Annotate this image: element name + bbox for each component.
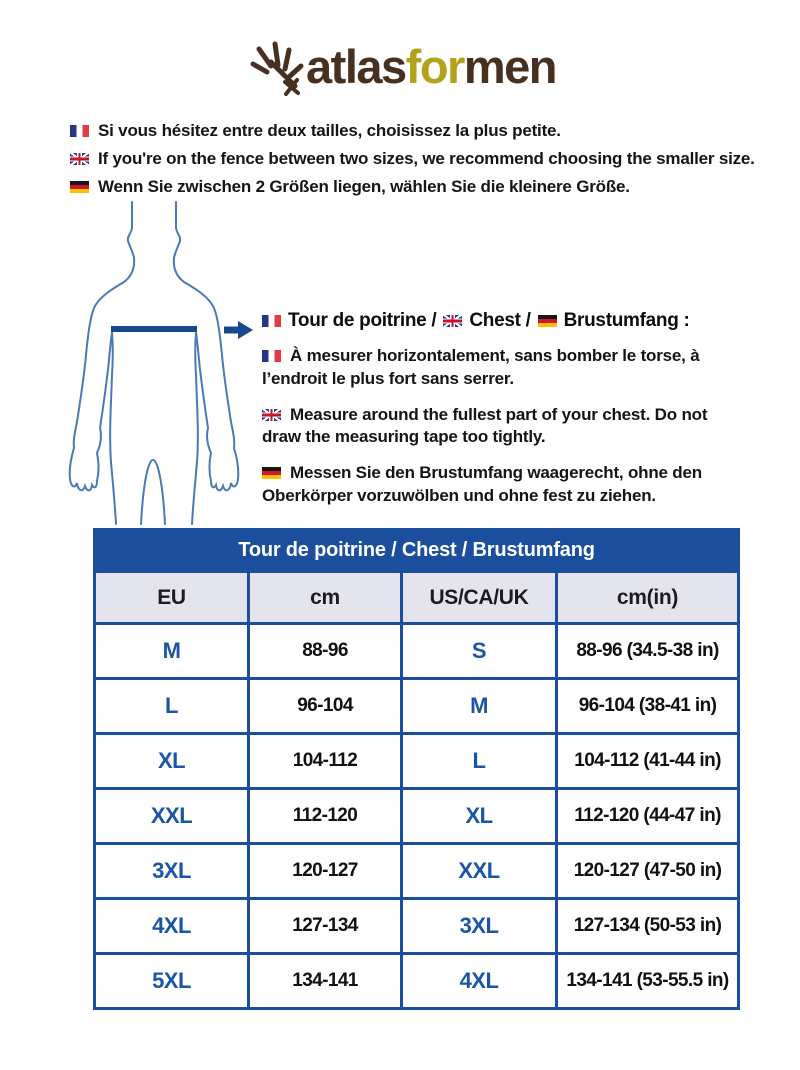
table-row — [95, 789, 739, 844]
advice-text-de: Wenn Sie zwischen 2 Größen liegen, wählen Sie die kleinere Größe. — [98, 177, 630, 196]
table-row — [95, 844, 739, 899]
table-row — [95, 679, 739, 734]
heading-en: Chest / — [469, 310, 531, 331]
cm-cell: 120-127 — [249, 844, 402, 899]
germany-flag-icon — [262, 467, 281, 479]
eu-size-cell: 4XL — [95, 899, 249, 954]
size-advice-block — [70, 121, 760, 205]
brand-logo — [0, 36, 800, 96]
eu-size-cell: XXL — [95, 789, 249, 844]
measure-paragraph-en — [262, 404, 742, 450]
eu-size-cell: M — [95, 624, 249, 679]
measure-paragraph-fr — [262, 345, 742, 391]
cm-cell: 134-141 — [249, 954, 402, 1009]
measure-text-en: Measure around the fullest part of your chest. Do not draw the measuring tape too tightly. — [262, 404, 708, 447]
eu-size-cell: 5XL — [95, 954, 249, 1009]
arrow-right-icon — [224, 321, 253, 339]
cm-cell: 96-104 — [249, 679, 402, 734]
eu-size-cell: XL — [95, 734, 249, 789]
advice-text-fr: Si vous hésitez entre deux tailles, choisissez la plus petite. — [98, 121, 561, 140]
logo-atlas: atlas — [306, 39, 406, 93]
col-header-cmin: cm(in) — [557, 572, 739, 624]
us-size-cell: XL — [402, 789, 557, 844]
col-header-cm: cm — [249, 572, 402, 624]
table-row — [95, 734, 739, 789]
cmin-cell: 96-104 (38-41 in) — [557, 679, 739, 734]
advice-line-en — [70, 149, 760, 169]
table-title: Tour de poitrine / Chest / Brustumfang — [95, 530, 739, 572]
torso-outline — [70, 202, 239, 524]
size-chart-table — [93, 528, 740, 1010]
advice-line-fr — [70, 121, 760, 141]
uk-flag-icon — [443, 315, 462, 327]
table-row — [95, 954, 739, 1009]
heading-fr: Tour de poitrine / — [288, 310, 437, 331]
cm-cell: 112-120 — [249, 789, 402, 844]
eu-size-cell: L — [95, 679, 249, 734]
uk-flag-icon — [262, 409, 281, 421]
germany-flag-icon — [70, 181, 89, 193]
body-outline-figure — [52, 200, 276, 530]
col-header-us: US/CA/UK — [402, 572, 557, 624]
cm-cell: 127-134 — [249, 899, 402, 954]
us-size-cell: M — [402, 679, 557, 734]
measure-text-de: Messen Sie den Brustumfang waagerecht, ohne den Oberkörper vorzuwölben und ohne fest zu ziehen. — [262, 463, 702, 505]
col-header-eu: EU — [95, 572, 249, 624]
cmin-cell: 112-120 (44-47 in) — [557, 789, 739, 844]
us-size-cell: L — [402, 734, 557, 789]
eu-size-cell: 3XL — [95, 844, 249, 899]
cmin-cell: 120-127 (47-50 in) — [557, 844, 739, 899]
france-flag-icon — [262, 315, 281, 327]
us-size-cell: 4XL — [402, 954, 557, 1009]
advice-line-de — [70, 177, 760, 197]
measure-text-fr: À mesurer horizontalement, sans bomber le torse, à l’endroit le plus fort sans serrer. — [262, 346, 700, 388]
us-size-cell: XXL — [402, 844, 557, 899]
france-flag-icon — [70, 125, 89, 137]
cmin-cell: 127-134 (50-53 in) — [557, 899, 739, 954]
measure-instructions — [262, 310, 742, 508]
logo-men: men — [463, 39, 556, 93]
table-row — [95, 899, 739, 954]
logo-wordmark — [306, 39, 556, 93]
cm-cell: 104-112 — [249, 734, 402, 789]
cmin-cell: 104-112 (41-44 in) — [557, 734, 739, 789]
uk-flag-icon — [70, 153, 89, 165]
us-size-cell: 3XL — [402, 899, 557, 954]
table-title-row — [95, 530, 739, 572]
us-size-cell: S — [402, 624, 557, 679]
advice-text-en: If you're on the fence between two sizes, we recommend choosing the smaller size. — [98, 149, 755, 168]
germany-flag-icon — [538, 315, 557, 327]
cmin-cell: 88-96 (34.5-38 in) — [557, 624, 739, 679]
measure-paragraph-de — [262, 462, 742, 508]
heading-de: Brustumfang : — [563, 310, 690, 331]
table-row — [95, 624, 739, 679]
cm-cell: 88-96 — [249, 624, 402, 679]
cmin-cell: 134-141 (53-55.5 in) — [557, 954, 739, 1009]
logo-for: for — [405, 39, 464, 93]
branch-leaf-icon — [244, 36, 306, 96]
table-header-row — [95, 572, 739, 624]
measure-heading — [262, 310, 742, 332]
france-flag-icon — [262, 350, 281, 362]
